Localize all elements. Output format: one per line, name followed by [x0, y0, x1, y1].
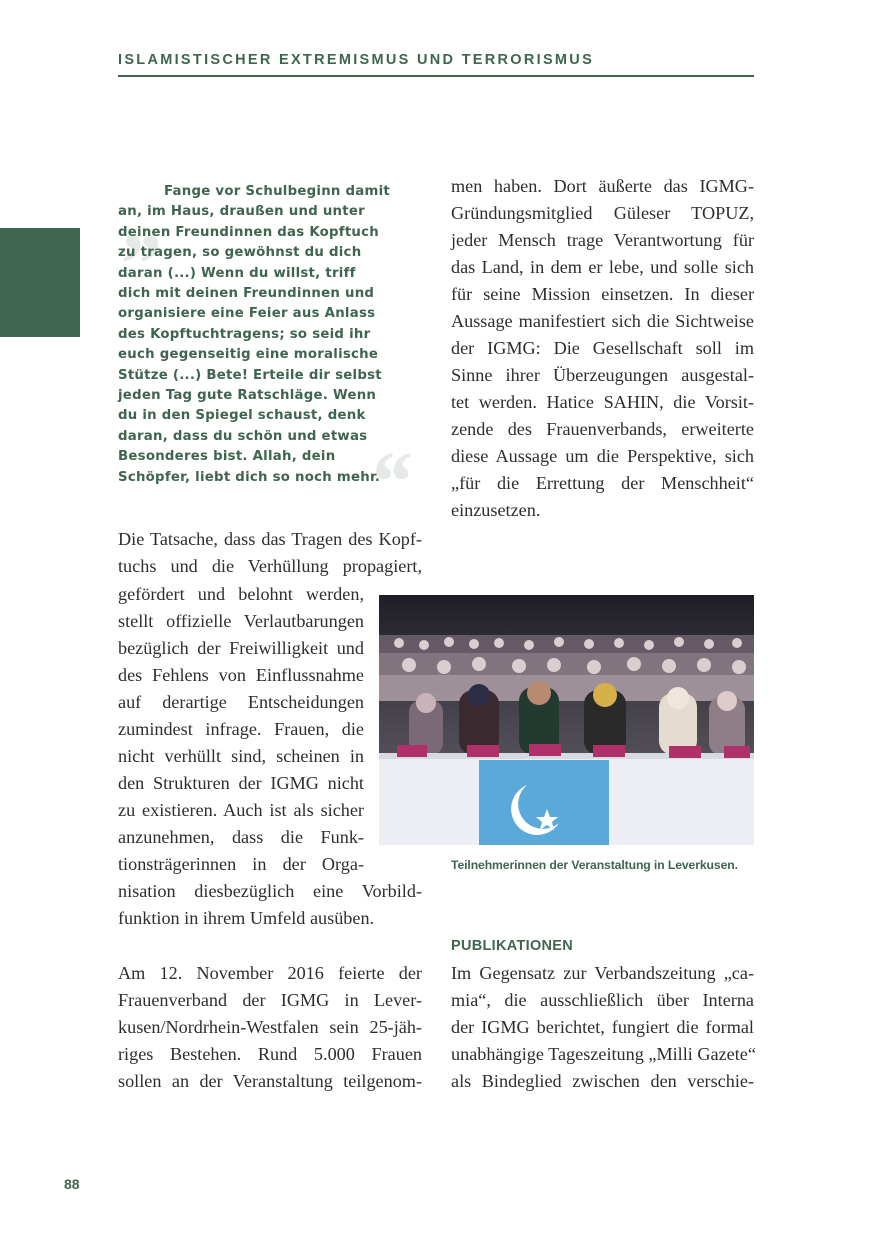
- text-line: des Fehlens von Einflussnahme: [118, 665, 364, 685]
- text-line: nisation diesbezüglich eine Vorbild-: [118, 881, 422, 901]
- text-line: der IGMG berichtet, fungiert die formal: [451, 1017, 754, 1037]
- text-line: funktion in ihrem Umfeld ausüben.: [118, 908, 375, 928]
- text-line: Die Tatsache, dass das Tragen des Kopf-: [118, 529, 422, 549]
- text-line: mia“, die ausschließlich über Interna: [451, 990, 754, 1010]
- quote-line: daran (...) Wenn du willst, triff: [118, 265, 356, 281]
- text-line: tet werden. Hatice SAHIN, die Vorsit-: [451, 392, 754, 412]
- quote-line: du in den Spiegel schaust, denk: [118, 408, 366, 424]
- header-rule: [118, 75, 754, 77]
- quote-line: jeden Tag gute Ratschläge. Wenn: [118, 388, 377, 404]
- text-line: sollen an der Veranstaltung teilgenom-: [118, 1071, 422, 1091]
- left-column-paragraph-bottom: [118, 851, 422, 932]
- text-line: den Strukturen der IGMG nicht: [118, 773, 364, 793]
- text-line: für seine Mission einsetzen. In dieser: [451, 284, 754, 304]
- quote-line: zu tragen, so gewöhnst du dich: [118, 245, 362, 261]
- text-line: als Bindeglied zwischen den verschie-: [451, 1071, 754, 1091]
- quote-close-icon: “: [368, 433, 411, 529]
- text-line: jeder Mensch trage Verantwortung für: [451, 230, 754, 250]
- text-line: Sinne ihrer Überzeugungen ausgestal-: [451, 365, 754, 385]
- text-line: Im Gegensatz zur Verbandszeitung „ca-: [451, 963, 754, 983]
- event-photo: [379, 595, 754, 845]
- text-line: kusen/Nordrhein-Westfalen sein 25-jäh-: [118, 1017, 422, 1037]
- quote-line: Fange vor Schulbeginn damit: [164, 184, 391, 199]
- quote-line: Schöpfer, liebt dich so noch mehr.: [118, 469, 381, 485]
- quote-line: dich mit deinen Freundinnen und: [118, 286, 375, 302]
- text-line: tuchs und die Verhüllung propagiert,: [118, 556, 422, 576]
- text-line: tionsträgerinnen in der Orga-: [118, 854, 364, 874]
- text-line: men haben. Dort äußerte das IGMG-: [451, 176, 754, 196]
- right-column-paragraph-2: [451, 960, 754, 1095]
- text-line: diese Aussage um die Perspektive, sich: [451, 446, 754, 466]
- running-header: ISLAMISTISCHER EXTREMISMUS UND TERRORISMUS: [118, 52, 595, 68]
- right-column-paragraph: [451, 173, 754, 524]
- text-line: auf derartige Entscheidungen: [118, 692, 364, 712]
- text-line: zende des Frauenverbands, erweiterte: [451, 419, 754, 439]
- text-line: der IGMG: Die Gesellschaft soll im: [451, 338, 754, 358]
- quote-line: organisiere eine Feier aus Anlass: [118, 306, 376, 322]
- photo-caption: Teilnehmerinnen der Veranstaltung in Leverkusen.: [451, 858, 738, 872]
- chapter-tab-marker: [0, 228, 80, 337]
- left-column-paragraph-2: [118, 960, 422, 1095]
- left-column-paragraph-top: [118, 526, 422, 580]
- text-line: das Land, in dem er lebe, und solle sich: [451, 257, 754, 277]
- quote-line: daran, dass du schön und etwas: [118, 428, 368, 444]
- text-line: bezüglich der Freiwilligkeit und: [118, 638, 364, 658]
- text-line: zumindest infrage. Frauen, die: [118, 719, 364, 739]
- text-line: Frauenverband der IGMG in Lever-: [118, 990, 422, 1010]
- section-heading: PUBLIKATIONEN: [451, 938, 574, 954]
- quote-line: euch gegenseitig eine moralische: [118, 347, 379, 363]
- text-line: stellt offizielle Verlautbarungen: [118, 611, 364, 631]
- left-column-paragraph-narrow: [118, 581, 364, 851]
- quote-open-icon: „: [124, 171, 167, 267]
- text-line: Am 12. November 2016 feierte der: [118, 963, 422, 983]
- text-line: riges Bestehen. Rund 5.000 Frauen: [118, 1044, 422, 1064]
- text-line: Gründungsmitglied Güleser TOPUZ,: [451, 203, 754, 223]
- page-number: 88: [64, 1176, 80, 1192]
- pull-quote: [118, 182, 418, 488]
- quote-line: des Kopftuchtragens; so seid ihr: [118, 326, 371, 342]
- quote-line: an, im Haus, draußen und unter: [118, 204, 365, 220]
- quote-line: deinen Freundinnen das Kopftuch: [118, 224, 380, 240]
- text-line: gefördert und belohnt werden,: [118, 584, 364, 604]
- text-line: unabhängige Tageszeitung „Milli Gazete“: [451, 1044, 756, 1064]
- text-line: einzusetzen.: [451, 500, 541, 520]
- event-photo-illustration: [379, 595, 754, 845]
- text-line: zu existieren. Auch ist als sicher: [118, 800, 364, 820]
- text-line: Aussage manifestiert sich die Sichtweise: [451, 311, 754, 331]
- quote-line: Stütze (...) Bete! Erteile dir selbst: [118, 367, 382, 383]
- quote-line: Besonderes bist. Allah, dein: [118, 449, 336, 465]
- text-line: anzunehmen, dass die Funk-: [118, 827, 364, 847]
- text-line: nicht verhüllt sind, scheinen in: [118, 746, 364, 766]
- text-line: „für die Errettung der Menschheit“: [451, 473, 754, 493]
